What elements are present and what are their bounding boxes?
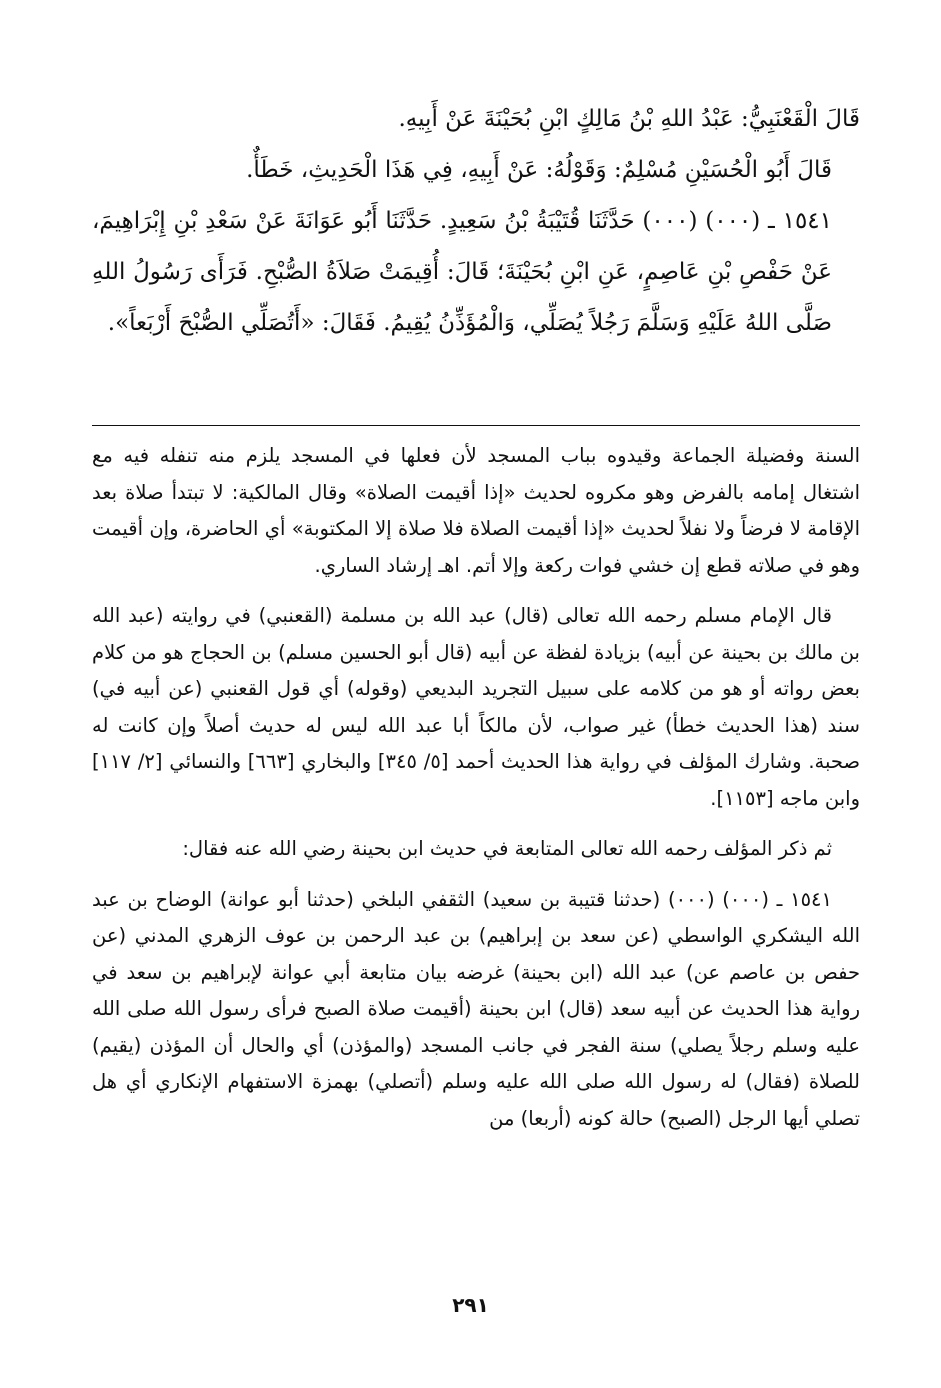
commentary-block bbox=[92, 438, 860, 1151]
commentary-paragraph-3: ثم ذكر المؤلف رحمه الله تعالى المتابعة في حديث ابن بحينة رضي الله عنه فقال: bbox=[182, 837, 832, 860]
page-number: ٢٩١ bbox=[452, 1293, 489, 1317]
footnote-divider bbox=[92, 425, 860, 426]
commentary-paragraph-2: قال الإمام مسلم رحمه الله تعالى (قال) عبد الله بن مسلمة (القعنبي) في روايته (عبد الله بن مالك بن بحينة عن أبيه) بزيادة لفظة عن أبيه (قال أبو الحسين مسلم) بن الحجاج هو من كلام بعض رواته أو هو من كلامه على سبيل التجريد البديعي (وقوله) أي قول القعنبي (عن أبيه في) سند (هذا الحديث خطأ) غير صواب، لأن مالكاً أبا عبد الله ليس له حديث أصلاً وإن كانت له صحبة. وشارك المؤلف في رواية هذا الحديث أحمد [٥/ ٣٤٥] والبخاري [٦٦٣] والنسائي [٢/ ١١٧] وابن ماجه [١١٥٣]. bbox=[92, 604, 860, 810]
hadith-line-qanabi: قَالَ الْقَعْنَبِيُّ: عَبْدُ اللهِ بْنُ مَالِكٍ ابْنِ بُحَيْنَةَ عَنْ أَبِيهِ. bbox=[398, 106, 860, 132]
hadith-line-muslim-note: قَالَ أَبُو الْحُسَيْنِ مُسْلِمٌ: وَقَوْلُهُ: عَنْ أَبِيهِ، فِي هَذَا الْحَدِيثِ، خَطَأٌ. bbox=[246, 157, 832, 183]
hadith-text-block bbox=[92, 94, 860, 349]
commentary-paragraph-4: ١٥٤١ ـ (٠٠٠) (٠٠٠) (حدثنا قتيبة بن سعيد) الثقفي البلخي (حدثنا أبو عوانة) الوضاح بن عبد الله اليشكري الواسطي (عن سعد بن إبراهيم) بن عبد الرحمن بن عوف الزهري المدني (عن حفص بن عاصم عن) عبد الله (ابن بحينة) غرضه بيان متابعة أبي عوانة لإبراهيم بن سعد في رواية هذا الحديث عن أبيه سعد (قال) ابن بحينة (أقيمت صلاة الصبح فرأى رسول الله صلى الله عليه وسلم رجلاً يصلي) سنة الفجر في جانب المسجد (والمؤذن) أي والحال أن المؤذن (يقيم) للصلاة (فقال) له رسول الله صلى الله عليه وسلم (أتصلي) بهمزة الاستفهام الإنكاري أي هل تصلي أيها الرجل (الصبح) حالة كونه (أربعا) من bbox=[92, 887, 860, 1130]
commentary-paragraph-1: السنة وفضيلة الجماعة وقيدوه بباب المسجد لأن فعلها في المسجد يلزم منه تنفله فيه مع اشتغال إمامه بالفرض وهو مكروه لحديث «إذا أقيمت الصلاة» وقال المالكية: لا تبتدأ صلاة بعد الإقامة لا فرضاً ولا نفلاً لحديث «إذا أقيمت الصلاة فلا صلاة إلا المكتوبة» أي الحاضرة، وإن أقيمت وهو في صلاته قطع إن خشي فوات ركعة وإلا أتم. اهـ إرشاد الساري. bbox=[92, 444, 860, 577]
hadith-1541: ١٥٤١ ـ (٠٠٠) (٠٠٠) حَدَّثَنَا قُتَيْبَةُ بْنُ سَعِيدٍ. حَدَّثَنَا أَبُو عَوَانَةَ عَنْ سَعْدِ بْنِ إِبْرَاهِيمَ، عَنْ حَفْصِ بْنِ عَاصِمٍ، عَنِ ابْنِ بُحَيْنَةَ؛ قَالَ: أُقِيمَتْ صَلاَةُ الصُّبْحِ. فَرَأَى رَسُولُ اللهِ صَلَّى اللهُ عَلَيْهِ وَسَلَّمَ رَجُلاً يُصَلِّي، وَالْمُؤَذِّنُ يُقِيمُ. فَقَالَ: «أَتُصَلِّي الصُّبْحَ أَرْبَعاً». bbox=[92, 208, 833, 336]
